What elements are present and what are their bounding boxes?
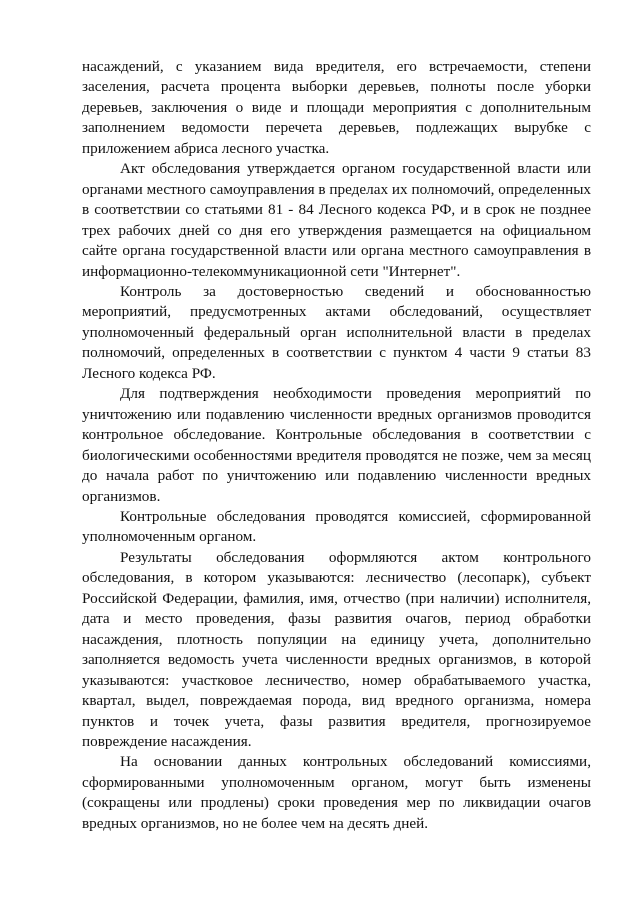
paragraph-control-survey: Для подтверждения необходимости проведения мероприятий по уничтожению или подавлению численности вредных организмов проводится контрольное обследование. Контрольные обследования в соответствии с биологическими особенностями вредителя проводятся не позже, чем за месяц до начала работ по уничтожению или подавлению численности вредных организмов.: [82, 385, 591, 505]
paragraph-control: Контроль за достоверностью сведений и обоснованностью мероприятий, предусмотренных актами обследований, осуществляет уполномоченный федеральный орган исполнительной власти в пределах полномочий, определенных в соответствии с пунктом 4 части 9 статьи 83 Лесного кодекса РФ.: [82, 282, 591, 382]
paragraph-act-approval: Акт обследования утверждается органом государственной власти или органами местного самоуправления в пределах их полномочий, определенных в соответствии со статьями 81 - 84 Лесного кодекса РФ, и в срок не позднее трех рабочих дней со дня его утверждения размещается на официальном сайте органа государственной власти или органа местного самоуправления в информационно-телекоммуникационной сети "Интернет".: [82, 160, 591, 280]
paragraph-survey-results: Результаты обследования оформляются актом контрольного обследования, в котором указываются: лесничество (лесопарк), субъект Российской Федерации, фамилия, имя, отчество (при наличии) исполнителя, дата и место проведения, фазы развития очагов, период обработки насаждения, плотность популяции на единицу учета, дополнительно заполняется ведомость учета численности вредных организмов, в которой указываются: участковое лесничество, номер обрабатываемого участка, квартал, выдел, повреждаемая порода, вид вредного организма, номера пунктов и точек учета, фазы развития вредителя, прогнозируемое повреждение насаждения.: [82, 548, 591, 750]
paragraph-commission: Контрольные обследования проводятся комиссией, сформированной уполномоченным органом.: [82, 507, 591, 546]
document-body: [82, 57, 591, 834]
paragraph-continuation: насаждений, с указанием вида вредителя, его встречаемости, степени заселения, расчета процента выборки деревьев, полноты после уборки деревьев, заключения о виде и площади мероприятия с дополнительным заполнением ведомости перечета деревьев, подлежащих вырубке с приложением абриса лесного участка.: [82, 58, 591, 157]
paragraph-deadline-change: На основании данных контрольных обследований комиссиями, сформированными уполномоченным органом, могут быть изменены (сокращены или продлены) сроки проведения мер по ликвидации очагов вредных организмов, но не более чем на десять дней.: [82, 753, 591, 832]
